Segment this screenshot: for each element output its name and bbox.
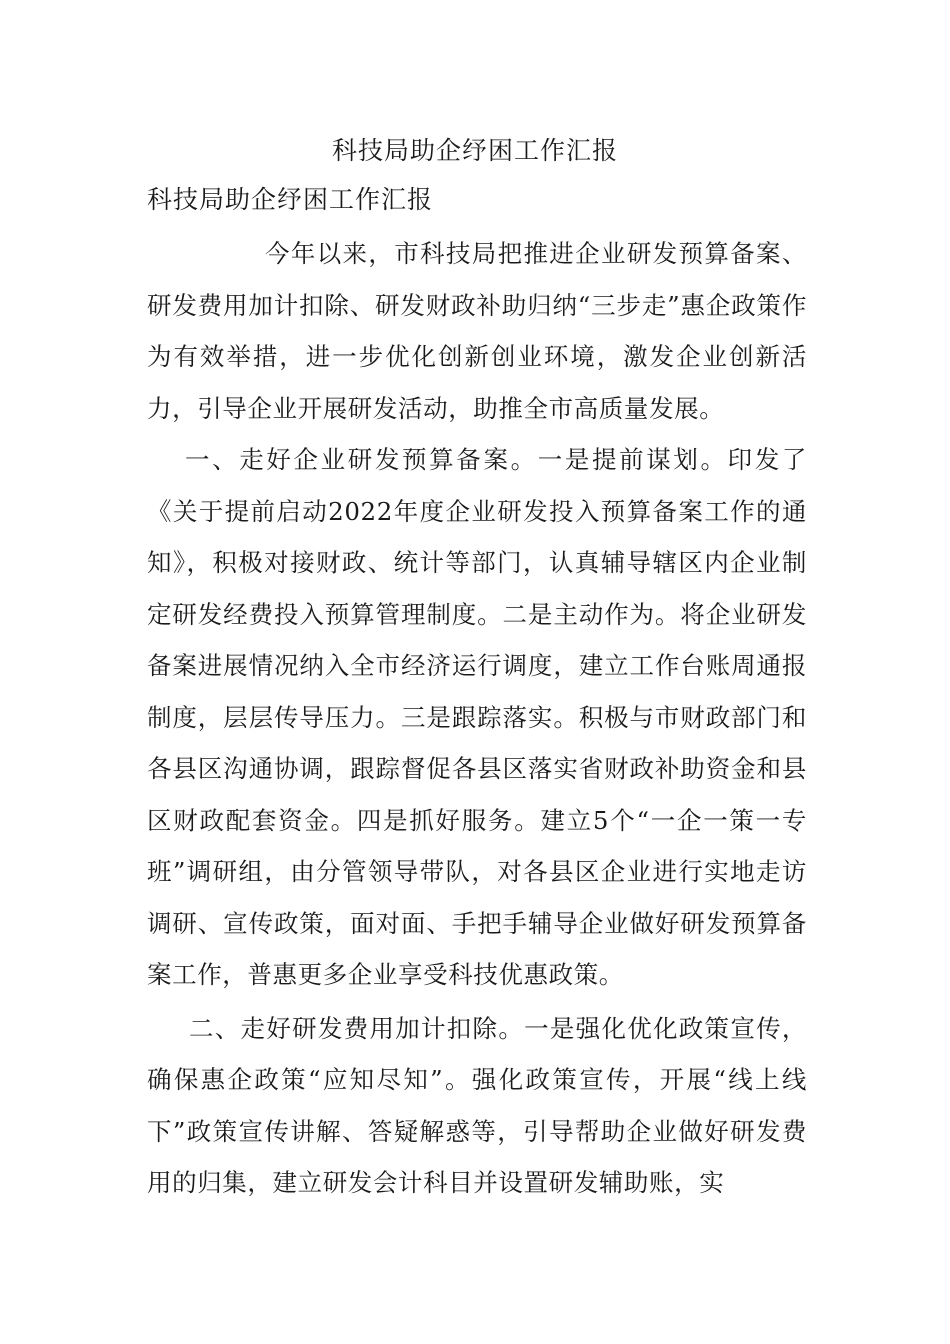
section-2-paragraph: 二、走好研发费用加计扣除。一是强化优化政策宣传，确保惠企政策“应知尽知”。强化政策宣传，开展“线上线下”政策宣传讲解、答疑解惑等，引导帮助企业做好研发费用的归集，建立研发会计科目并设置研发辅助账，实 <box>147 1013 807 1197</box>
document-subtitle: 科技局助企纾困工作汇报 <box>147 185 434 214</box>
intro-paragraph: 今年以来，市科技局把推进企业研发预算备案、研发费用加计扣除、研发财政补助归纳“三步走”惠企政策作为有效举措，进一步优化创新创业环境，激发企业创新活力，引导企业开展研发活动，助推全市高质量发展。 <box>147 239 807 423</box>
document-body <box>147 228 807 1209</box>
section-1-paragraph: 一、走好企业研发预算备案。一是提前谋划。印发了《关于提前启动2022年度企业研发投入预算备案工作的通知》，积极对接财政、统计等部门，认真辅导辖区内企业制定研发经费投入预算管理制度。二是主动作为。将企业研发备案进展情况纳入全市经济运行调度，建立工作台账周通报制度，层层传导压力。三是跟踪落实。积极与市财政部门和各县区沟通协调，跟踪督促各县区落实省财政补助资金和县区财政配套资金。四是抓好服务。建立5个“一企一策一专班”调研组，由分管领导带队，对各县区企业进行实地走访调研、宣传政策，面对面、手把手辅导企业做好研发预算备案工作，普惠更多企业享受科技优惠政策。 <box>147 445 807 989</box>
document-title: 科技局助企纾困工作汇报 <box>331 136 618 165</box>
